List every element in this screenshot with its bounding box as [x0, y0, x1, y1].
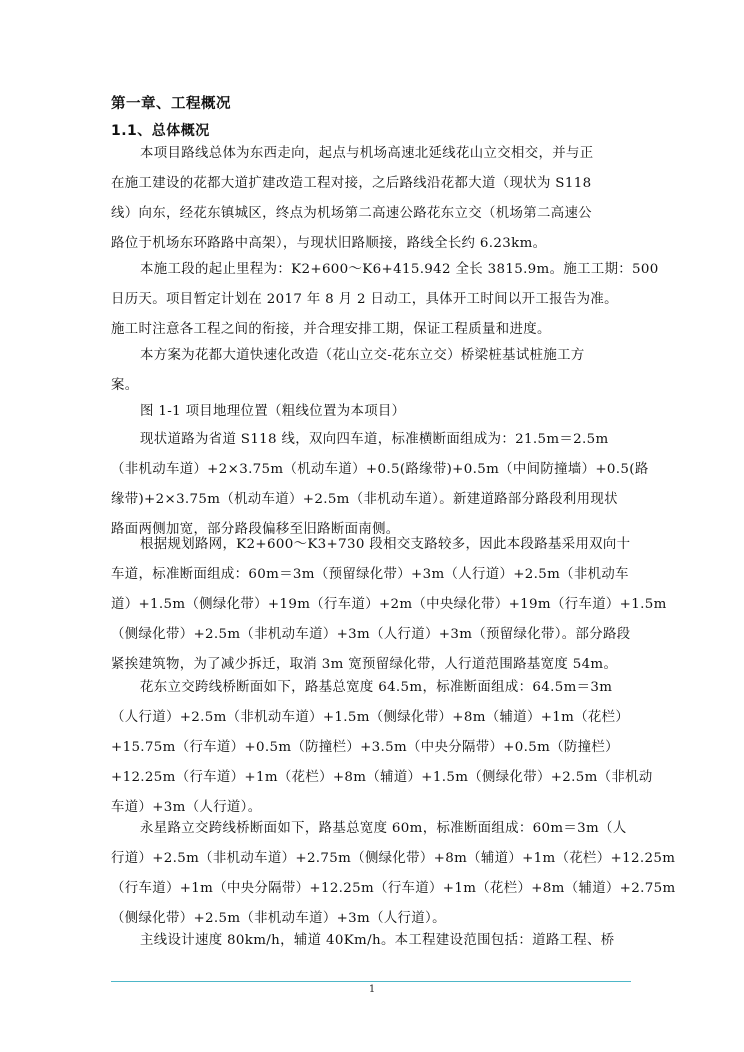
paragraph-design-speed: [111, 926, 631, 956]
paragraph-line: 行道）+2.5m（非机动车道）+2.75m（侧绿化带）+8m（辅道）+1m（花栏）+12.25m: [111, 851, 676, 866]
paragraph-line: 主线设计速度 80km/h，辅道 40Km/h。本工程建设范围包括：道路工程、桥: [140, 933, 615, 948]
paragraph-line: 案。: [111, 378, 139, 393]
paragraph-line: 线）向东，经花东镇城区，终点为机场第二高速公路花东立交（机场第二高速公: [111, 206, 592, 221]
page-number: 1: [368, 984, 376, 995]
paragraph-scheme-scope: [111, 341, 631, 401]
chapter-title: 第一章、工程概况: [111, 96, 231, 112]
paragraph-line: 本方案为花都大道快速化改造（花山立交-花东立交）桥梁桩基试桩施工方: [140, 348, 585, 363]
paragraph-line: 永星路立交跨线桥断面如下，路基总宽度 60m，标准断面组成：60m＝3m（人: [140, 821, 627, 836]
paragraph-line: （非机动车道）+2×3.75m（机动车道）+0.5(路缘带)+0.5m（中间防撞墙）+0.5(路: [111, 462, 649, 477]
paragraph-line: 花东立交跨线桥断面如下，路基总宽度 64.5m，标准断面组成：64.5m＝3m: [140, 680, 613, 695]
paragraph-construction-period: [111, 255, 659, 345]
section-title: 1.1、总体概况: [111, 123, 210, 139]
paragraph-line: （侧绿化带）+2.5m（非机动车道）+3m（人行道）。: [111, 911, 446, 926]
paragraph-planned-road-network: [111, 530, 667, 680]
paragraph-line: 紧挨建筑物，为了减少拆迁，取消 3m 宽预留绿化带，人行道范围路基宽度 54m。: [111, 657, 618, 672]
paragraph-line: 路面两侧加宽，部分路段偏移至旧路断面南侧。: [111, 522, 400, 537]
paragraph-huadong-interchange: [111, 673, 653, 823]
paragraph-line: +15.75m（行车道）+0.5m（防撞栏）+3.5m（中央分隔带）+0.5m（防撞栏）: [111, 740, 619, 755]
paragraph-line: 日历天。项目暂定计划在 2017 年 8 月 2 日动工，具体开工时间以开工报告为准。: [111, 292, 618, 307]
paragraph-line: （侧绿化带）+2.5m（非机动车道）+3m（人行道）+3m（预留绿化带）。部分路段: [111, 627, 631, 642]
paragraph-line: 施工时注意各工程之间的衔接，并合理安排工期，保证工程质量和进度。: [111, 322, 551, 337]
paragraph-line: 车道）+3m（人行道）。: [111, 800, 262, 815]
paragraph-line: +12.25m（行车道）+1m（花栏）+8m（辅道）+1.5m（侧绿化带）+2.5m（非机动: [111, 770, 653, 785]
paragraph-line: 现状道路为省道 S118 线，双向四车道，标准横断面组成为：21.5m＝2.5m: [140, 432, 609, 447]
paragraph-line: 缘带)+2×3.75m（机动车道）+2.5m（非机动车道）。新建道路部分路段利用现状: [111, 492, 618, 507]
paragraph-line: （人行道）+2.5m（非机动车道）+1.5m（侧绿化带）+8m（辅道）+1m（花栏）: [111, 710, 630, 725]
paragraph-route-overview: [111, 139, 631, 259]
figure-caption-text: 图 1-1 项目地理位置（粗线位置为本项目）: [140, 404, 406, 419]
paragraph-line: 路位于机场东环路路中高架），与现状旧路顺接，路线全长约 6.23km。: [111, 236, 547, 251]
paragraph-line: 本项目路线总体为东西走向，起点与机场高速北延线花山立交相交，并与正: [140, 146, 594, 161]
paragraph-line: 在施工建设的花都大道扩建改造工程对接，之后路线沿花都大道（现状为 S118: [111, 176, 592, 191]
paragraph-line: 本施工段的起止里程为：K2+600～K6+415.942 全长 3815.9m。施工工期：500: [140, 262, 659, 277]
paragraph-line: 根据规划路网，K2+600～K3+730 段相交支路较多，因此本段路基采用双向十: [140, 537, 631, 552]
paragraph-existing-road: [111, 425, 649, 545]
footer-divider: [111, 981, 631, 982]
paragraph-line: 车道，标准断面组成：60m＝3m（预留绿化带）+3m（人行道）+2.5m（非机动车: [111, 567, 629, 582]
figure-caption: [111, 397, 631, 427]
paragraph-yongxing-interchange: [111, 814, 676, 934]
paragraph-line: （行车道）+1m（中央分隔带）+12.25m（行车道）+1m（花栏）+8m（辅道）+2.75m: [111, 881, 676, 896]
paragraph-line: 道）+1.5m（侧绿化带）+19m（行车道）+2m（中央绿化带）+19m（行车道）+1.5m: [111, 597, 667, 612]
